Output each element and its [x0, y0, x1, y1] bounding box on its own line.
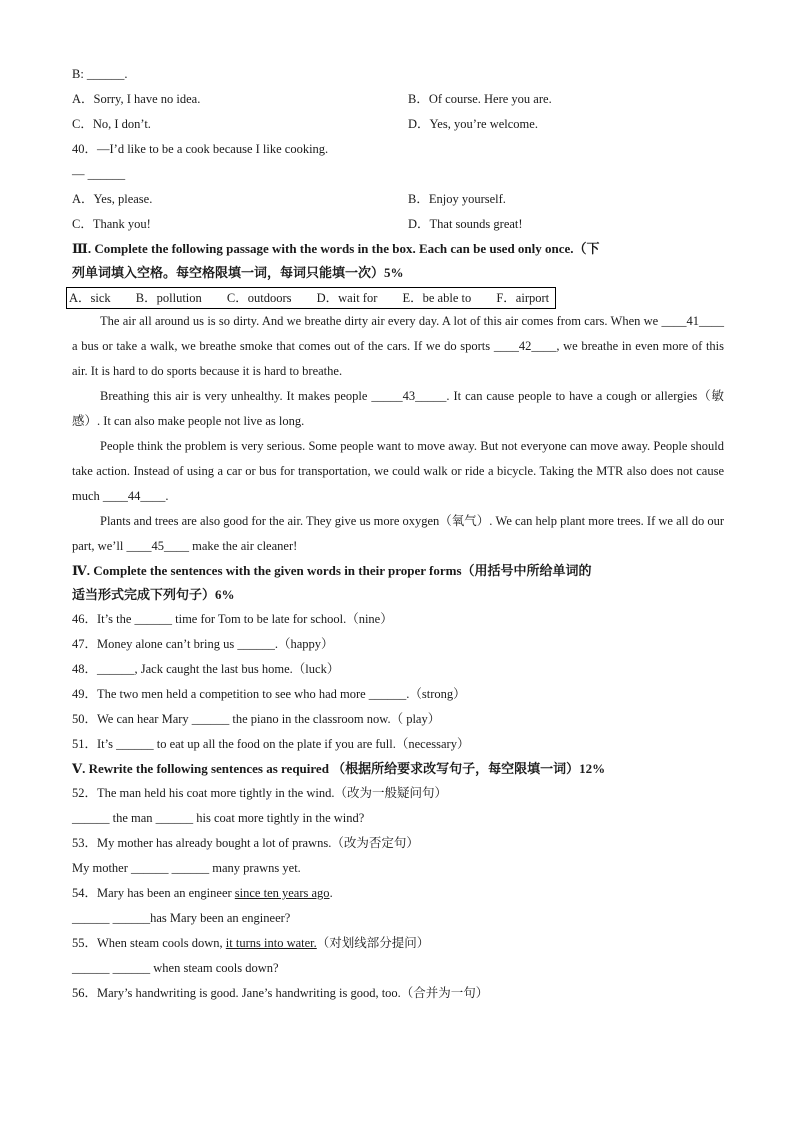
- word-box-item: B．pollution: [135, 291, 202, 305]
- q53-answer: My mother ______ ______ many prawns yet.: [72, 861, 301, 875]
- passage-text: make the air cleaner!: [192, 539, 298, 553]
- q48: 48．______, Jack caught the last bus home.（luck）: [72, 662, 340, 676]
- q50: 50．We can hear Mary ______ the piano in the classroom now.（ play）: [72, 712, 441, 726]
- word-box-item: A．sick: [69, 291, 111, 305]
- passage-paragraph-2: [72, 384, 724, 434]
- word-box-item: D．wait for: [316, 291, 378, 305]
- q40-options-row-1: [72, 187, 724, 212]
- q55-text: 55．When steam cools down,: [72, 936, 226, 950]
- q54: [72, 881, 724, 906]
- passage-text: People think the problem is very serious. Some people want to move away. But not everyone can move away. People should take action. Instead of using a car or bus for transportation, we could walk or ride a bicycle. Taking the MTR also does not cause much: [72, 439, 724, 503]
- passage-text: Breathing this air is very unhealthy. It makes people: [100, 389, 368, 403]
- passage-paragraph-1: [72, 309, 724, 384]
- q40-reply: — ______: [72, 167, 126, 181]
- q40-option-a: A．Yes, please.: [72, 192, 153, 206]
- blank-43: _____43_____: [371, 389, 447, 403]
- q53: 53．My mother has already bought a lot of prawns.（改为否定句）: [72, 836, 419, 850]
- section5-heading: Ⅴ. Rewrite the following sentences as required （根据所给要求改写句子，每空限填一词）12%: [72, 761, 606, 776]
- passage-paragraph-4: [72, 509, 724, 559]
- section4-heading-line-1: Ⅳ. Complete the sentences with the given words in their proper forms（用括号中所给单词的: [72, 563, 592, 578]
- q39-option-b: B．Of course. Here you are.: [408, 92, 552, 106]
- passage-paragraph-3: [72, 434, 724, 509]
- q46: 46．It’s the ______ time for Tom to be late for school.（nine）: [72, 612, 393, 626]
- blank-44: ____44____: [102, 489, 166, 503]
- q54-underlined-text: since ten years ago: [234, 886, 330, 900]
- q39-option-c: C．No, I don’t.: [72, 117, 151, 131]
- passage-text: , we breathe in even more of this air. It is hard to do sports because it is hard to breathe.: [72, 339, 725, 378]
- q40-stem: 40．—I’d like to be a cook because I like cooking.: [72, 142, 329, 156]
- q39-options-row-1: [72, 87, 724, 112]
- q55-underlined-text: it turns into water.: [225, 936, 317, 950]
- q39-option-a: A．Sorry, I have no idea.: [72, 92, 201, 106]
- q47: 47．Money alone can’t bring us ______.（happy）: [72, 637, 334, 651]
- q55-instruction: （对划线部分提问）: [316, 936, 430, 950]
- section3-heading-line-2: 列单词填入空格。每空格限填一词，每词只能填一次）5%: [72, 265, 404, 280]
- worksheet-page: [69, 62, 725, 1006]
- word-box: [66, 287, 556, 309]
- passage-text: . It can cause people to have a cough or allergies（敏感）. It can also make people not live as long.: [72, 389, 724, 428]
- passage-text: .: [165, 489, 169, 503]
- q40-option-b: B．Enjoy yourself.: [408, 192, 506, 206]
- blank-41: ____41____: [661, 314, 725, 328]
- q39-options-row-2: [72, 112, 724, 137]
- q55: [72, 931, 724, 956]
- word-box-item: F．airport: [496, 291, 550, 305]
- blank-45: ____45____: [126, 539, 189, 553]
- q56: 56．Mary’s handwriting is good. Jane’s handwriting is good, too.（合并为一句）: [72, 986, 489, 1000]
- passage-text: The air all around us is so dirty. And we breathe dirty air every day. A lot of this air comes from cars. When we: [100, 314, 659, 328]
- q54-answer: ______ ______has Mary been an engineer?: [72, 911, 291, 925]
- passage-text: a bus or take a walk, we breathe smoke that comes out of the cars. If we do sports: [72, 339, 491, 353]
- q40-option-d: D．That sounds great!: [408, 217, 523, 231]
- section4-heading-line-2: 适当形式完成下列句子）6%: [72, 587, 235, 602]
- q39-option-d: D．Yes, you’re welcome.: [408, 117, 538, 131]
- blank-42: ____42____: [493, 339, 557, 353]
- section3-heading-line-1: Ⅲ. Complete the following passage with the words in the box. Each can be used only once.（下: [72, 241, 600, 256]
- q54-text-end: .: [329, 886, 333, 900]
- q49: 49．The two men held a competition to see who had more ______.（strong）: [72, 687, 466, 701]
- word-box-item: E．be able to: [402, 291, 472, 305]
- q39-reply-line: B: ______.: [72, 67, 128, 81]
- q51: 51．It’s ______ to eat up all the food on the plate if you are full.（necessary）: [72, 737, 470, 751]
- word-box-item: C．outdoors: [226, 291, 292, 305]
- q55-answer: ______ ______ when steam cools down?: [72, 961, 279, 975]
- q52-answer: ______ the man ______ his coat more tightly in the wind?: [72, 811, 365, 825]
- q52: 52．The man held his coat more tightly in the wind.（改为一般疑问句）: [72, 786, 447, 800]
- q54-text: 54．Mary has been an engineer: [72, 886, 235, 900]
- q40-options-row-2: [72, 212, 724, 237]
- passage-text: Plants and trees are also good for the air. They give us more oxygen（氧气）. We can help plant more trees. If we all do our part, we’ll: [72, 514, 724, 553]
- q40-option-c: C．Thank you!: [72, 217, 151, 231]
